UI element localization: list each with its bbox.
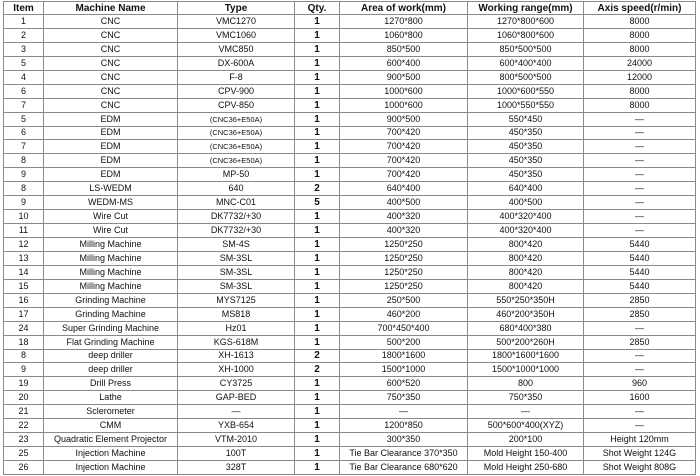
area-of-work-cell: 1500*1000	[340, 363, 468, 377]
type-cell: VMC1060	[178, 28, 295, 42]
axis-speed-cell: 24000	[584, 56, 696, 70]
area-of-work-cell: 250*500	[340, 293, 468, 307]
header-axis-speed: Axis speed(r/min)	[584, 2, 696, 15]
item-cell: 18	[4, 335, 44, 349]
type-cell: —	[178, 405, 295, 419]
area-of-work-cell: 460*200	[340, 307, 468, 321]
working-range-cell: 500*600*400(XYZ)	[468, 419, 584, 433]
item-cell: 21	[4, 405, 44, 419]
machine-name-cell: CNC	[44, 28, 178, 42]
machine-name-cell: deep driller	[44, 349, 178, 363]
area-of-work-cell: 1250*250	[340, 279, 468, 293]
item-cell: 24	[4, 321, 44, 335]
table-row	[4, 349, 696, 363]
area-of-work-cell: 1000*600	[340, 98, 468, 112]
header-row	[4, 2, 696, 15]
item-cell: 9	[4, 168, 44, 182]
table-row	[4, 126, 696, 140]
header-qty: Qty.	[295, 2, 340, 15]
machine-name-cell: Super Grinding Machine	[44, 321, 178, 335]
type-cell: YXB-654	[178, 419, 295, 433]
qty-cell: 5	[295, 196, 340, 210]
type-cell: 100T	[178, 447, 295, 461]
area-of-work-cell: Tie Bar Clearance 370*350	[340, 447, 468, 461]
item-cell: 13	[4, 251, 44, 265]
type-cell: GAP-BED	[178, 391, 295, 405]
type-cell: CPV-850	[178, 98, 295, 112]
working-range-cell: 400*320*400	[468, 224, 584, 238]
table-row	[4, 140, 696, 154]
machine-name-cell: CMM	[44, 419, 178, 433]
working-range-cell: 200*100	[468, 433, 584, 447]
type-cell: VMC850	[178, 42, 295, 56]
table-row	[4, 265, 696, 279]
item-cell: 15	[4, 279, 44, 293]
axis-speed-cell: —	[584, 405, 696, 419]
qty-cell: 1	[295, 154, 340, 168]
type-cell: KGS-618M	[178, 335, 295, 349]
qty-cell: 1	[295, 112, 340, 126]
item-cell: 3	[4, 42, 44, 56]
axis-speed-cell: —	[584, 168, 696, 182]
item-cell: 26	[4, 461, 44, 475]
working-range-cell: 550*450	[468, 112, 584, 126]
working-range-cell: 1000*550*550	[468, 98, 584, 112]
header-machine-name: Machine Name	[44, 2, 178, 15]
qty-cell: 1	[295, 279, 340, 293]
working-range-cell: 800*500*500	[468, 70, 584, 84]
table-body	[4, 15, 696, 475]
working-range-cell: 800	[468, 377, 584, 391]
axis-speed-cell: —	[584, 154, 696, 168]
machine-name-cell: Quadratic Element Projector	[44, 433, 178, 447]
machine-name-cell: CNC	[44, 98, 178, 112]
working-range-cell: 1800*1600*1600	[468, 349, 584, 363]
machine-name-cell: EDM	[44, 140, 178, 154]
area-of-work-cell: 1250*250	[340, 265, 468, 279]
area-of-work-cell: 700*420	[340, 168, 468, 182]
working-range-cell: Mold Height 250-680	[468, 461, 584, 475]
machine-name-cell: Sclerometer	[44, 405, 178, 419]
axis-speed-cell: —	[584, 140, 696, 154]
type-cell: MP-50	[178, 168, 295, 182]
table-row	[4, 461, 696, 475]
qty-cell: 1	[295, 433, 340, 447]
equipment-table	[3, 1, 696, 475]
qty-cell: 1	[295, 15, 340, 29]
machine-name-cell: EDM	[44, 154, 178, 168]
table-row	[4, 363, 696, 377]
axis-speed-cell: 2850	[584, 335, 696, 349]
item-cell: 6	[4, 84, 44, 98]
table-row	[4, 84, 696, 98]
machine-name-cell: LS-WEDM	[44, 182, 178, 196]
type-cell: SM-3SL	[178, 251, 295, 265]
working-range-cell: 1000*600*550	[468, 84, 584, 98]
working-range-cell: 750*350	[468, 391, 584, 405]
table-row	[4, 405, 696, 419]
machine-name-cell: Grinding Machine	[44, 293, 178, 307]
axis-speed-cell: —	[584, 224, 696, 238]
axis-speed-cell: 1600	[584, 391, 696, 405]
qty-cell: 1	[295, 251, 340, 265]
axis-speed-cell: —	[584, 321, 696, 335]
item-cell: 16	[4, 293, 44, 307]
area-of-work-cell: 900*500	[340, 112, 468, 126]
type-cell: (CNC36+E50A)	[178, 126, 295, 140]
axis-speed-cell: —	[584, 363, 696, 377]
item-cell: 6	[4, 126, 44, 140]
machine-name-cell: Grinding Machine	[44, 307, 178, 321]
area-of-work-cell: —	[340, 405, 468, 419]
working-range-cell: 800*420	[468, 238, 584, 252]
working-range-cell: 800*420	[468, 265, 584, 279]
area-of-work-cell: 600*520	[340, 377, 468, 391]
area-of-work-cell: 600*400	[340, 56, 468, 70]
table-row	[4, 98, 696, 112]
area-of-work-cell: 1060*800	[340, 28, 468, 42]
working-range-cell: 640*400	[468, 182, 584, 196]
type-cell: DK7732/+30	[178, 224, 295, 238]
type-cell: VMC1270	[178, 15, 295, 29]
type-cell: Hz01	[178, 321, 295, 335]
item-cell: 4	[4, 70, 44, 84]
area-of-work-cell: 1200*850	[340, 419, 468, 433]
table-row	[4, 251, 696, 265]
axis-speed-cell: —	[584, 349, 696, 363]
type-cell: SM-3SL	[178, 265, 295, 279]
header-area-of-work: Area of work(mm)	[340, 2, 468, 15]
area-of-work-cell: 700*420	[340, 154, 468, 168]
qty-cell: 1	[295, 307, 340, 321]
machine-name-cell: EDM	[44, 112, 178, 126]
table-row	[4, 391, 696, 405]
item-cell: 5	[4, 56, 44, 70]
working-range-cell: 600*400*400	[468, 56, 584, 70]
axis-speed-cell: —	[584, 112, 696, 126]
working-range-cell: 1500*1000*1000	[468, 363, 584, 377]
table-row	[4, 321, 696, 335]
table-row	[4, 56, 696, 70]
area-of-work-cell: 900*500	[340, 70, 468, 84]
machine-name-cell: Flat Grinding Machine	[44, 335, 178, 349]
area-of-work-cell: Tie Bar Clearance 680*620	[340, 461, 468, 475]
axis-speed-cell: —	[584, 419, 696, 433]
table-row	[4, 196, 696, 210]
machine-name-cell: CNC	[44, 70, 178, 84]
qty-cell: 2	[295, 349, 340, 363]
axis-speed-cell: 8000	[584, 15, 696, 29]
type-cell: MNC-C01	[178, 196, 295, 210]
item-cell: 7	[4, 140, 44, 154]
axis-speed-cell: 5440	[584, 251, 696, 265]
type-cell: VTM-2010	[178, 433, 295, 447]
qty-cell: 1	[295, 265, 340, 279]
item-cell: 9	[4, 196, 44, 210]
qty-cell: 1	[295, 56, 340, 70]
item-cell: 20	[4, 391, 44, 405]
item-cell: 12	[4, 238, 44, 252]
type-cell: SM-4S	[178, 238, 295, 252]
working-range-cell: 500*200*260H	[468, 335, 584, 349]
axis-speed-cell: 960	[584, 377, 696, 391]
axis-speed-cell: 5440	[584, 238, 696, 252]
qty-cell: 1	[295, 461, 340, 475]
table-row	[4, 419, 696, 433]
area-of-work-cell: 640*400	[340, 182, 468, 196]
working-range-cell: 800*420	[468, 251, 584, 265]
axis-speed-cell: —	[584, 126, 696, 140]
area-of-work-cell: 1250*250	[340, 238, 468, 252]
qty-cell: 1	[295, 84, 340, 98]
area-of-work-cell: 400*320	[340, 210, 468, 224]
area-of-work-cell: 1250*250	[340, 251, 468, 265]
working-range-cell: 800*420	[468, 279, 584, 293]
table-row	[4, 293, 696, 307]
table-row	[4, 182, 696, 196]
item-cell: 8	[4, 349, 44, 363]
qty-cell: 1	[295, 126, 340, 140]
qty-cell: 1	[295, 168, 340, 182]
area-of-work-cell: 700*450*400	[340, 321, 468, 335]
area-of-work-cell: 700*420	[340, 140, 468, 154]
working-range-cell: 450*350	[468, 126, 584, 140]
qty-cell: 1	[295, 98, 340, 112]
axis-speed-cell: —	[584, 182, 696, 196]
item-cell: 8	[4, 182, 44, 196]
machine-name-cell: Injection Machine	[44, 447, 178, 461]
area-of-work-cell: 300*350	[340, 433, 468, 447]
item-cell: 23	[4, 433, 44, 447]
working-range-cell: 850*500*500	[468, 42, 584, 56]
axis-speed-cell: 8000	[584, 98, 696, 112]
table-row	[4, 15, 696, 29]
table-row	[4, 112, 696, 126]
working-range-cell: 680*400*380	[468, 321, 584, 335]
working-range-cell: 1060*800*600	[468, 28, 584, 42]
area-of-work-cell: 1800*1600	[340, 349, 468, 363]
axis-speed-cell: 2850	[584, 293, 696, 307]
working-range-cell: 1270*800*600	[468, 15, 584, 29]
axis-speed-cell: —	[584, 196, 696, 210]
machine-name-cell: Milling Machine	[44, 279, 178, 293]
working-range-cell: 460*200*350H	[468, 307, 584, 321]
axis-speed-cell: Shot Weight 124G	[584, 447, 696, 461]
item-cell: 10	[4, 210, 44, 224]
qty-cell: 1	[295, 391, 340, 405]
qty-cell: 2	[295, 182, 340, 196]
axis-speed-cell: 5440	[584, 265, 696, 279]
type-cell: CPV-900	[178, 84, 295, 98]
axis-speed-cell: —	[584, 210, 696, 224]
item-cell: 25	[4, 447, 44, 461]
table-row	[4, 70, 696, 84]
type-cell: 640	[178, 182, 295, 196]
machine-name-cell: CNC	[44, 56, 178, 70]
axis-speed-cell: 8000	[584, 28, 696, 42]
item-cell: 22	[4, 419, 44, 433]
type-cell: (CNC36+E50A)	[178, 154, 295, 168]
item-cell: 14	[4, 265, 44, 279]
machine-name-cell: EDM	[44, 126, 178, 140]
machine-name-cell: CNC	[44, 42, 178, 56]
machine-name-cell: CNC	[44, 15, 178, 29]
item-cell: 9	[4, 363, 44, 377]
table-row	[4, 335, 696, 349]
qty-cell: 1	[295, 447, 340, 461]
table-row	[4, 42, 696, 56]
qty-cell: 1	[295, 238, 340, 252]
table-row	[4, 279, 696, 293]
area-of-work-cell: 500*200	[340, 335, 468, 349]
table-row	[4, 447, 696, 461]
working-range-cell: 400*320*400	[468, 210, 584, 224]
table-row	[4, 168, 696, 182]
machine-name-cell: Wire Cut	[44, 210, 178, 224]
type-cell: 328T	[178, 461, 295, 475]
item-cell: 11	[4, 224, 44, 238]
working-range-cell: Mold Height 150-400	[468, 447, 584, 461]
machine-name-cell: WEDM-MS	[44, 196, 178, 210]
machine-name-cell: EDM	[44, 168, 178, 182]
machine-name-cell: Drill Press	[44, 377, 178, 391]
table-row	[4, 210, 696, 224]
type-cell: SM-3SL	[178, 279, 295, 293]
machine-name-cell: Milling Machine	[44, 251, 178, 265]
axis-speed-cell: 2850	[584, 307, 696, 321]
type-cell: (CNC36+E50A)	[178, 140, 295, 154]
working-range-cell: 450*350	[468, 154, 584, 168]
axis-speed-cell: 8000	[584, 84, 696, 98]
item-cell: 2	[4, 28, 44, 42]
working-range-cell: 450*350	[468, 168, 584, 182]
item-cell: 1	[4, 15, 44, 29]
area-of-work-cell: 400*500	[340, 196, 468, 210]
type-cell: DK7732/+30	[178, 210, 295, 224]
area-of-work-cell: 700*420	[340, 126, 468, 140]
qty-cell: 1	[295, 210, 340, 224]
table-row	[4, 238, 696, 252]
area-of-work-cell: 1000*600	[340, 84, 468, 98]
machine-name-cell: deep driller	[44, 363, 178, 377]
type-cell: MS818	[178, 307, 295, 321]
qty-cell: 1	[295, 405, 340, 419]
axis-speed-cell: Height 120mm	[584, 433, 696, 447]
axis-speed-cell: 5440	[584, 279, 696, 293]
qty-cell: 1	[295, 335, 340, 349]
qty-cell: 1	[295, 321, 340, 335]
type-cell: XH-1000	[178, 363, 295, 377]
working-range-cell: —	[468, 405, 584, 419]
qty-cell: 1	[295, 419, 340, 433]
axis-speed-cell: Shot Weight 808G	[584, 461, 696, 475]
qty-cell: 1	[295, 70, 340, 84]
qty-cell: 1	[295, 140, 340, 154]
machine-name-cell: Lathe	[44, 391, 178, 405]
area-of-work-cell: 850*500	[340, 42, 468, 56]
header-working-range: Working range(mm)	[468, 2, 584, 15]
area-of-work-cell: 1270*800	[340, 15, 468, 29]
table-row	[4, 28, 696, 42]
type-cell: XH-1613	[178, 349, 295, 363]
qty-cell: 1	[295, 224, 340, 238]
axis-speed-cell: 8000	[584, 42, 696, 56]
item-cell: 5	[4, 112, 44, 126]
table-row	[4, 154, 696, 168]
table-row	[4, 433, 696, 447]
axis-speed-cell: 12000	[584, 70, 696, 84]
working-range-cell: 550*250*350H	[468, 293, 584, 307]
header-type: Type	[178, 2, 295, 15]
qty-cell: 1	[295, 293, 340, 307]
machine-name-cell: Milling Machine	[44, 238, 178, 252]
item-cell: 7	[4, 98, 44, 112]
type-cell: DX-600A	[178, 56, 295, 70]
type-cell: CY3725	[178, 377, 295, 391]
type-cell: MYS7125	[178, 293, 295, 307]
qty-cell: 1	[295, 377, 340, 391]
table-row	[4, 377, 696, 391]
area-of-work-cell: 400*320	[340, 224, 468, 238]
item-cell: 17	[4, 307, 44, 321]
type-cell: (CNC36+E50A)	[178, 112, 295, 126]
machine-name-cell: CNC	[44, 84, 178, 98]
qty-cell: 1	[295, 28, 340, 42]
machine-name-cell: Injection Machine	[44, 461, 178, 475]
table-row	[4, 224, 696, 238]
item-cell: 8	[4, 154, 44, 168]
header-item: Item	[4, 2, 44, 15]
area-of-work-cell: 750*350	[340, 391, 468, 405]
working-range-cell: 450*350	[468, 140, 584, 154]
item-cell: 19	[4, 377, 44, 391]
qty-cell: 2	[295, 363, 340, 377]
qty-cell: 1	[295, 42, 340, 56]
machine-name-cell: Milling Machine	[44, 265, 178, 279]
working-range-cell: 400*500	[468, 196, 584, 210]
machine-name-cell: Wire Cut	[44, 224, 178, 238]
table-row	[4, 307, 696, 321]
type-cell: F-8	[178, 70, 295, 84]
